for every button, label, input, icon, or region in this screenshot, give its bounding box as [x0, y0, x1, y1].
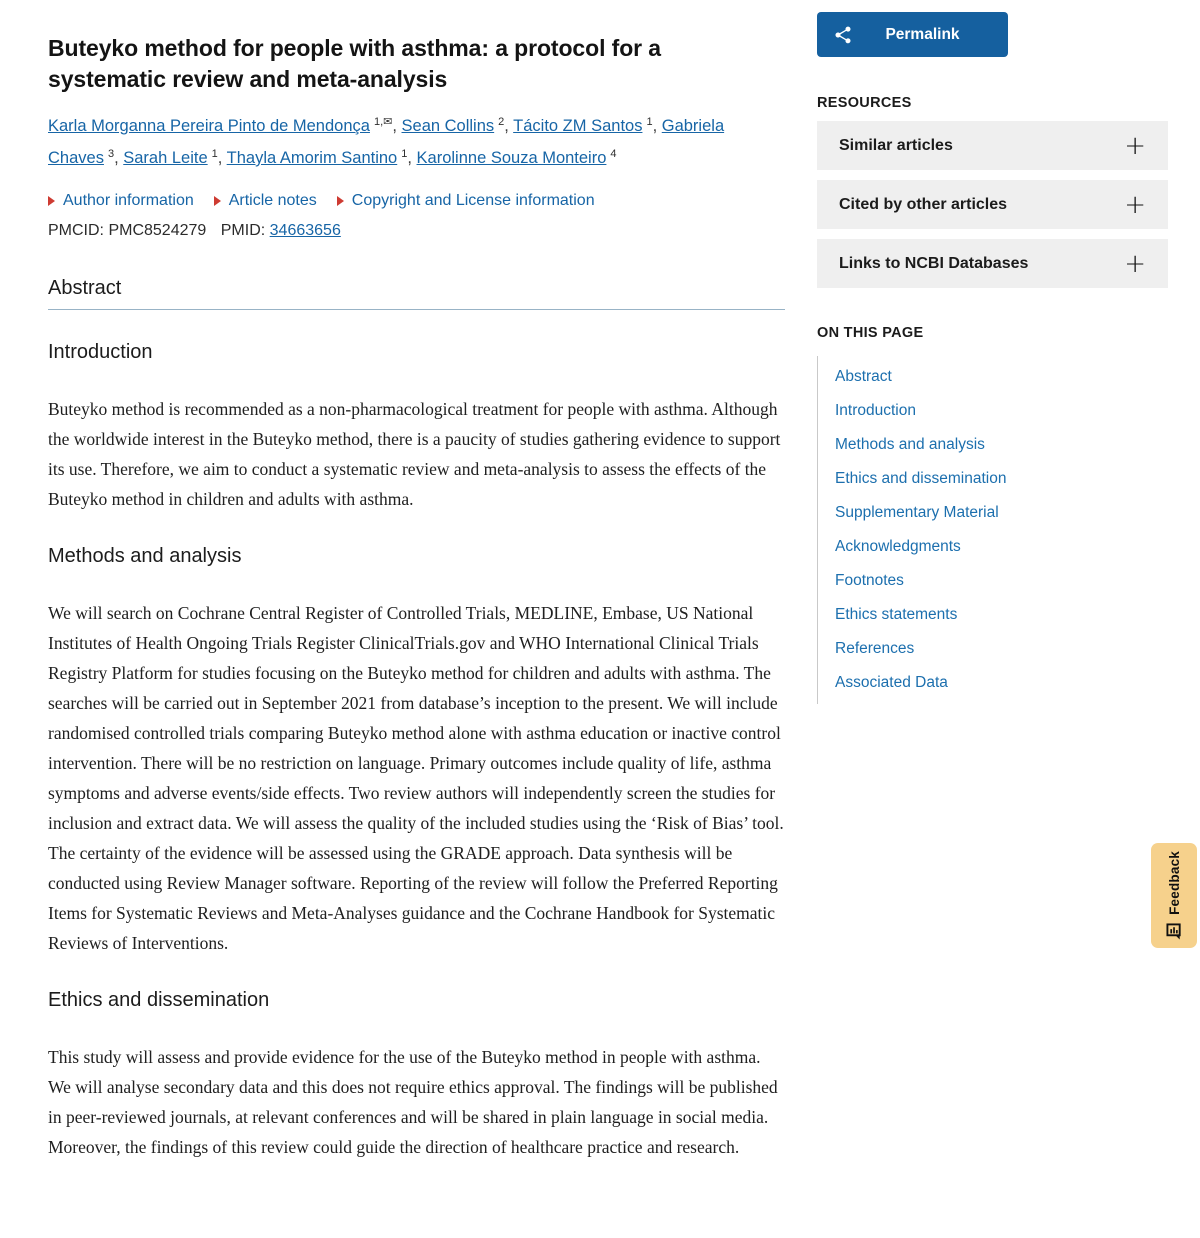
article-ids	[48, 222, 785, 240]
toc-link-introduction[interactable]: Introduction	[835, 402, 916, 419]
author-separator: ,	[217, 149, 227, 167]
section-heading-introduction: Introduction	[48, 341, 153, 363]
toc-link-supplementary[interactable]: Supplementary Material	[835, 504, 999, 521]
feedback-survey-icon	[1166, 923, 1183, 940]
share-icon	[833, 25, 853, 45]
ncbi-links-label: Links to NCBI Databases	[839, 254, 1029, 272]
author-affiliation-sup: 1	[211, 147, 218, 160]
toc-item	[835, 632, 1168, 666]
on-this-page-heading: ON THIS PAGE	[817, 325, 924, 341]
author	[513, 117, 662, 135]
section-heading-methods: Methods and analysis	[48, 545, 242, 567]
toc-link-methods[interactable]: Methods and analysis	[835, 436, 985, 453]
article-title: Buteyko method for people with asthma: a protocol for a systematic review and meta-analysis	[48, 35, 661, 92]
pmid-link[interactable]: 34663656	[269, 222, 341, 239]
author-affiliation-sup: 2	[498, 115, 505, 128]
pmid-label: PMID:	[220, 222, 266, 239]
toc-item	[835, 598, 1168, 632]
pmcid-value: PMC8524279	[108, 222, 207, 239]
cited-by-label: Cited by other articles	[839, 195, 1008, 213]
similar-articles-label: Similar articles	[839, 136, 953, 154]
plus-icon: +	[1124, 248, 1146, 279]
article-notes-link[interactable]	[214, 192, 317, 210]
toc-link-abstract[interactable]: Abstract	[835, 368, 892, 385]
author-link[interactable]: Karolinne Souza Monteiro	[416, 149, 607, 167]
section-text-introduction: Buteyko method is recommended as a non-pharmacological treatment for people with asthma. Although the worldwide interest in the Buteyko method, there is a paucity of studies gathering evidence to support its use. Therefore, we aim to conduct a systematic review and meta-analysis to assess the effects of the Buteyko method in children and adults with asthma.	[48, 399, 781, 509]
author-link[interactable]: Thayla Amorim Santino	[226, 149, 398, 167]
author-separator: ,	[392, 117, 402, 135]
section-text-ethics: This study will assess and provide evidence for the use of the Buteyko method in people with asthma. We will analyse secondary data and this does not require ethics approval. The findings will be published in peer-reviewed journals, at relevant conferences and will be shared in plain language in social media. Moreover, the findings of this review could guide the direction of healthcare practice and research.	[48, 1047, 778, 1157]
permalink-label: Permalink	[885, 25, 960, 43]
toc-link-footnotes[interactable]: Footnotes	[835, 572, 904, 589]
toc-item	[835, 666, 1168, 700]
author-link[interactable]: Tácito ZM Santos	[513, 117, 643, 135]
section-text-methods: We will search on Cochrane Central Register of Controlled Trials, MEDLINE, Embase, US National Institutes of Health Ongoing Trials Register ClinicalTrials.gov and WHO International Clinical Trials Registry Platform for studies focusing on the Buteyko method for children and adults with asthma. The searches will be carried out in September 2021 from database’s inception to the present. We will include randomised controlled trials comparing Buteyko method alone with asthma education or inactive control intervention. There will be no restriction on language. Primary outcomes include quality of life, asthma symptoms and adverse events/side effects. Two review authors will independently screen the studies for inclusion and extract data. We will assess the quality of the included studies using the ‘Risk of Bias’ tool. The certainty of the evidence will be assessed using the GRADE approach. Data synthesis will be conducted using Review Manager software. Reporting of the review will follow the Preferred Reporting Items for Systematic Reviews and Meta-Analyses guidance and the Cochrane Handbook for Systematic Reviews of Interventions.	[48, 603, 784, 953]
toc-item	[835, 360, 1168, 394]
author-link[interactable]: Sarah Leite	[123, 149, 208, 167]
author-affiliation-sup: 1	[401, 147, 408, 160]
author-affiliation-sup: 4	[610, 147, 617, 160]
plus-icon: +	[1124, 130, 1146, 161]
toc-item	[835, 394, 1168, 428]
feedback-tab[interactable]	[1151, 843, 1197, 948]
author	[417, 149, 617, 167]
author	[123, 149, 226, 167]
author-link[interactable]: Gabriela Chaves	[48, 117, 725, 167]
disclosure-triangle-icon	[214, 196, 221, 206]
author	[402, 117, 514, 135]
resources-heading: RESOURCES	[817, 95, 912, 111]
author-information-label: Author information	[63, 192, 194, 209]
article-main	[48, 0, 785, 1162]
author-affiliation-sup: 1	[646, 115, 653, 128]
toc-item	[835, 428, 1168, 462]
abstract-heading: Abstract	[48, 276, 785, 310]
author-information-link[interactable]	[48, 192, 194, 210]
pmcid-group	[48, 222, 206, 239]
pmid-group	[221, 222, 341, 239]
on-this-page-list	[817, 356, 1168, 704]
article-info-links	[48, 192, 785, 210]
author-affiliation-sup: 1,✉	[373, 115, 393, 128]
author-separator: ,	[407, 149, 417, 167]
article-notes-label: Article notes	[228, 192, 317, 209]
copyright-license-label: Copyright and License information	[351, 192, 595, 209]
author	[48, 117, 402, 135]
toc-item	[835, 462, 1168, 496]
author-list	[48, 110, 785, 174]
disclosure-triangle-icon	[337, 196, 344, 206]
author-link[interactable]: Sean Collins	[401, 117, 495, 135]
permalink-button[interactable]	[817, 12, 1008, 57]
feedback-label: Feedback	[1166, 851, 1182, 915]
toc-item	[835, 530, 1168, 564]
ncbi-links-accordion[interactable]	[817, 239, 1168, 288]
author-affiliation-sup: 3	[107, 147, 115, 160]
toc-link-acknowledgments[interactable]: Acknowledgments	[835, 538, 961, 555]
toc-item	[835, 496, 1168, 530]
pmcid-label: PMCID:	[48, 222, 104, 239]
author-separator: ,	[504, 117, 514, 135]
similar-articles-accordion[interactable]	[817, 121, 1168, 170]
toc-link-associated-data[interactable]: Associated Data	[835, 674, 948, 691]
plus-icon: +	[1124, 189, 1146, 220]
section-heading-ethics: Ethics and dissemination	[48, 989, 270, 1011]
author-link[interactable]: Karla Morganna Pereira Pinto de Mendonça	[48, 117, 370, 135]
author-separator: ,	[114, 149, 124, 167]
copyright-license-link[interactable]	[337, 192, 595, 210]
author	[227, 149, 417, 167]
toc-item	[835, 564, 1168, 598]
toc-link-references[interactable]: References	[835, 640, 915, 657]
toc-link-ethics-dissemination[interactable]: Ethics and dissemination	[835, 470, 1007, 487]
toc-link-ethics-statements[interactable]: Ethics statements	[835, 606, 958, 623]
sidebar	[817, 0, 1168, 1162]
disclosure-triangle-icon	[48, 196, 55, 206]
cited-by-accordion[interactable]	[817, 180, 1168, 229]
author-separator: ,	[652, 117, 662, 135]
